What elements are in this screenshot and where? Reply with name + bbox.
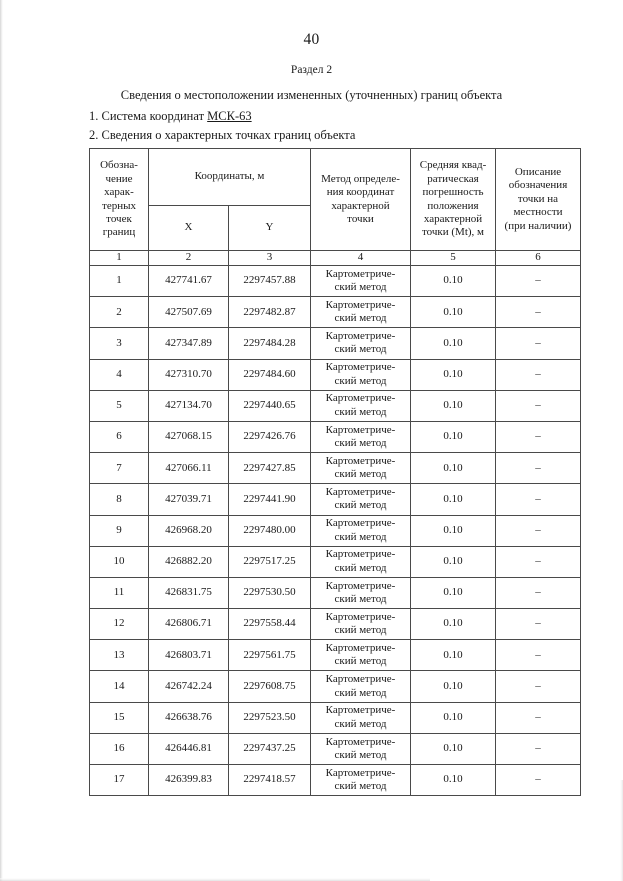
error-cell: 0.10 [411, 765, 496, 796]
table-header-row-main [90, 149, 581, 206]
x-coordinate-cell: 427310.70 [149, 359, 229, 390]
header-x: X [149, 206, 229, 251]
table-row [90, 671, 581, 702]
page-number: 40 [303, 31, 320, 48]
description-cell: – [496, 359, 581, 390]
coordinate-system-label: 1. Система координат [89, 109, 208, 123]
header-point-designation: Обозна- чение харак- терных точек границ [90, 149, 149, 251]
table-row [90, 453, 581, 484]
header-error: Средняя квад- ратическая погрешность положения характерной точки (Mt), м [411, 149, 496, 251]
point-number-cell: 9 [90, 515, 149, 546]
method-cell: Картометриче- ский метод [311, 484, 411, 515]
description-cell: – [496, 515, 581, 546]
y-coordinate-cell: 2297517.25 [229, 546, 311, 577]
point-number-cell: 7 [90, 453, 149, 484]
description-cell: – [496, 453, 581, 484]
y-coordinate-cell: 2297482.87 [229, 297, 311, 328]
x-coordinate-cell: 426638.76 [149, 702, 229, 733]
header-method: Метод определе- ния координат характерной точки [311, 149, 411, 251]
y-coordinate-cell: 2297561.75 [229, 640, 311, 671]
error-cell: 0.10 [411, 702, 496, 733]
method-cell: Картометриче- ский метод [311, 640, 411, 671]
method-cell: Картометриче- ский метод [311, 671, 411, 702]
error-cell: 0.10 [411, 421, 496, 452]
description-cell: – [496, 484, 581, 515]
method-cell: Картометриче- ский метод [311, 577, 411, 608]
point-number-cell: 12 [90, 609, 149, 640]
y-coordinate-cell: 2297437.25 [229, 733, 311, 764]
table-row [90, 765, 581, 796]
column-number: 2 [149, 251, 229, 266]
error-cell: 0.10 [411, 640, 496, 671]
page-title: Сведения о местоположении измененных (уточненных) границ объекта [120, 88, 503, 102]
description-cell: – [496, 609, 581, 640]
method-cell: Картометриче- ский метод [311, 390, 411, 421]
point-number-cell: 3 [90, 328, 149, 359]
error-cell: 0.10 [411, 328, 496, 359]
error-cell: 0.10 [411, 390, 496, 421]
error-cell: 0.10 [411, 266, 496, 297]
y-coordinate-cell: 2297418.57 [229, 765, 311, 796]
table-row [90, 640, 581, 671]
x-coordinate-cell: 426968.20 [149, 515, 229, 546]
error-cell: 0.10 [411, 577, 496, 608]
method-cell: Картометриче- ский метод [311, 453, 411, 484]
y-coordinate-cell: 2297427.85 [229, 453, 311, 484]
header-description: Описание обозначения точки на местности (при наличии) [496, 149, 581, 251]
point-number-cell: 17 [90, 765, 149, 796]
description-cell: – [496, 390, 581, 421]
point-number-cell: 1 [90, 266, 149, 297]
description-cell: – [496, 297, 581, 328]
method-cell: Картометриче- ский метод [311, 328, 411, 359]
y-coordinate-cell: 2297484.60 [229, 359, 311, 390]
column-number: 4 [311, 251, 411, 266]
y-coordinate-cell: 2297457.88 [229, 266, 311, 297]
description-cell: – [496, 702, 581, 733]
error-cell: 0.10 [411, 546, 496, 577]
header-y: Y [229, 206, 311, 251]
x-coordinate-cell: 427068.15 [149, 421, 229, 452]
error-cell: 0.10 [411, 359, 496, 390]
column-number: 5 [411, 251, 496, 266]
x-coordinate-cell: 427066.11 [149, 453, 229, 484]
x-coordinate-cell: 426446.81 [149, 733, 229, 764]
column-number: 6 [496, 251, 581, 266]
method-cell: Картометриче- ский метод [311, 359, 411, 390]
characteristic-points-table [89, 148, 581, 796]
method-cell: Картометриче- ский метод [311, 609, 411, 640]
point-number-cell: 15 [90, 702, 149, 733]
method-cell: Картометриче- ский метод [311, 297, 411, 328]
description-cell: – [496, 421, 581, 452]
table-column-numbers-row [90, 251, 581, 266]
method-cell: Картометриче- ский метод [311, 515, 411, 546]
table-row [90, 609, 581, 640]
points-info-line: 2. Сведения о характерных точках границ объекта [89, 128, 356, 142]
table-row [90, 577, 581, 608]
point-number-cell: 5 [90, 390, 149, 421]
error-cell: 0.10 [411, 297, 496, 328]
method-cell: Картометриче- ский метод [311, 421, 411, 452]
x-coordinate-cell: 427347.89 [149, 328, 229, 359]
error-cell: 0.10 [411, 609, 496, 640]
point-number-cell: 8 [90, 484, 149, 515]
table-row [90, 702, 581, 733]
description-cell: – [496, 546, 581, 577]
description-cell: – [496, 671, 581, 702]
point-number-cell: 16 [90, 733, 149, 764]
point-number-cell: 11 [90, 577, 149, 608]
error-cell: 0.10 [411, 484, 496, 515]
description-cell: – [496, 266, 581, 297]
x-coordinate-cell: 426831.75 [149, 577, 229, 608]
x-coordinate-cell: 426742.24 [149, 671, 229, 702]
y-coordinate-cell: 2297441.90 [229, 484, 311, 515]
method-cell: Картометриче- ский метод [311, 702, 411, 733]
error-cell: 0.10 [411, 733, 496, 764]
y-coordinate-cell: 2297440.65 [229, 390, 311, 421]
header-coordinates-group: Координаты, м [149, 149, 311, 206]
point-number-cell: 14 [90, 671, 149, 702]
method-cell: Картометриче- ский метод [311, 266, 411, 297]
table-row [90, 421, 581, 452]
x-coordinate-cell: 427039.71 [149, 484, 229, 515]
error-cell: 0.10 [411, 515, 496, 546]
point-number-cell: 6 [90, 421, 149, 452]
y-coordinate-cell: 2297523.50 [229, 702, 311, 733]
description-cell: – [496, 328, 581, 359]
x-coordinate-cell: 427134.70 [149, 390, 229, 421]
description-cell: – [496, 640, 581, 671]
table-body [90, 266, 581, 796]
column-number: 3 [229, 251, 311, 266]
x-coordinate-cell: 426806.71 [149, 609, 229, 640]
table-row [90, 266, 581, 297]
table-row [90, 390, 581, 421]
point-number-cell: 4 [90, 359, 149, 390]
section-label: Раздел 2 [290, 64, 333, 76]
x-coordinate-cell: 427507.69 [149, 297, 229, 328]
x-coordinate-cell: 427741.67 [149, 266, 229, 297]
table-row [90, 297, 581, 328]
point-number-cell: 13 [90, 640, 149, 671]
method-cell: Картометриче- ский метод [311, 733, 411, 764]
error-cell: 0.10 [411, 453, 496, 484]
table-row [90, 515, 581, 546]
y-coordinate-cell: 2297558.44 [229, 609, 311, 640]
table-row [90, 733, 581, 764]
description-cell: – [496, 765, 581, 796]
coordinate-system-line [89, 109, 252, 124]
table-row [90, 359, 581, 390]
x-coordinate-cell: 426882.20 [149, 546, 229, 577]
method-cell: Картометриче- ский метод [311, 765, 411, 796]
table-row [90, 328, 581, 359]
y-coordinate-cell: 2297484.28 [229, 328, 311, 359]
y-coordinate-cell: 2297530.50 [229, 577, 311, 608]
point-number-cell: 2 [90, 297, 149, 328]
table-header [90, 149, 581, 266]
x-coordinate-cell: 426399.83 [149, 765, 229, 796]
description-cell: – [496, 577, 581, 608]
method-cell: Картометриче- ский метод [311, 546, 411, 577]
table-row [90, 546, 581, 577]
error-cell: 0.10 [411, 671, 496, 702]
y-coordinate-cell: 2297480.00 [229, 515, 311, 546]
x-coordinate-cell: 426803.71 [149, 640, 229, 671]
table-row [90, 484, 581, 515]
column-number: 1 [90, 251, 149, 266]
point-number-cell: 10 [90, 546, 149, 577]
description-cell: – [496, 733, 581, 764]
coordinate-system-value: МСК-63 [207, 109, 252, 123]
y-coordinate-cell: 2297426.76 [229, 421, 311, 452]
y-coordinate-cell: 2297608.75 [229, 671, 311, 702]
